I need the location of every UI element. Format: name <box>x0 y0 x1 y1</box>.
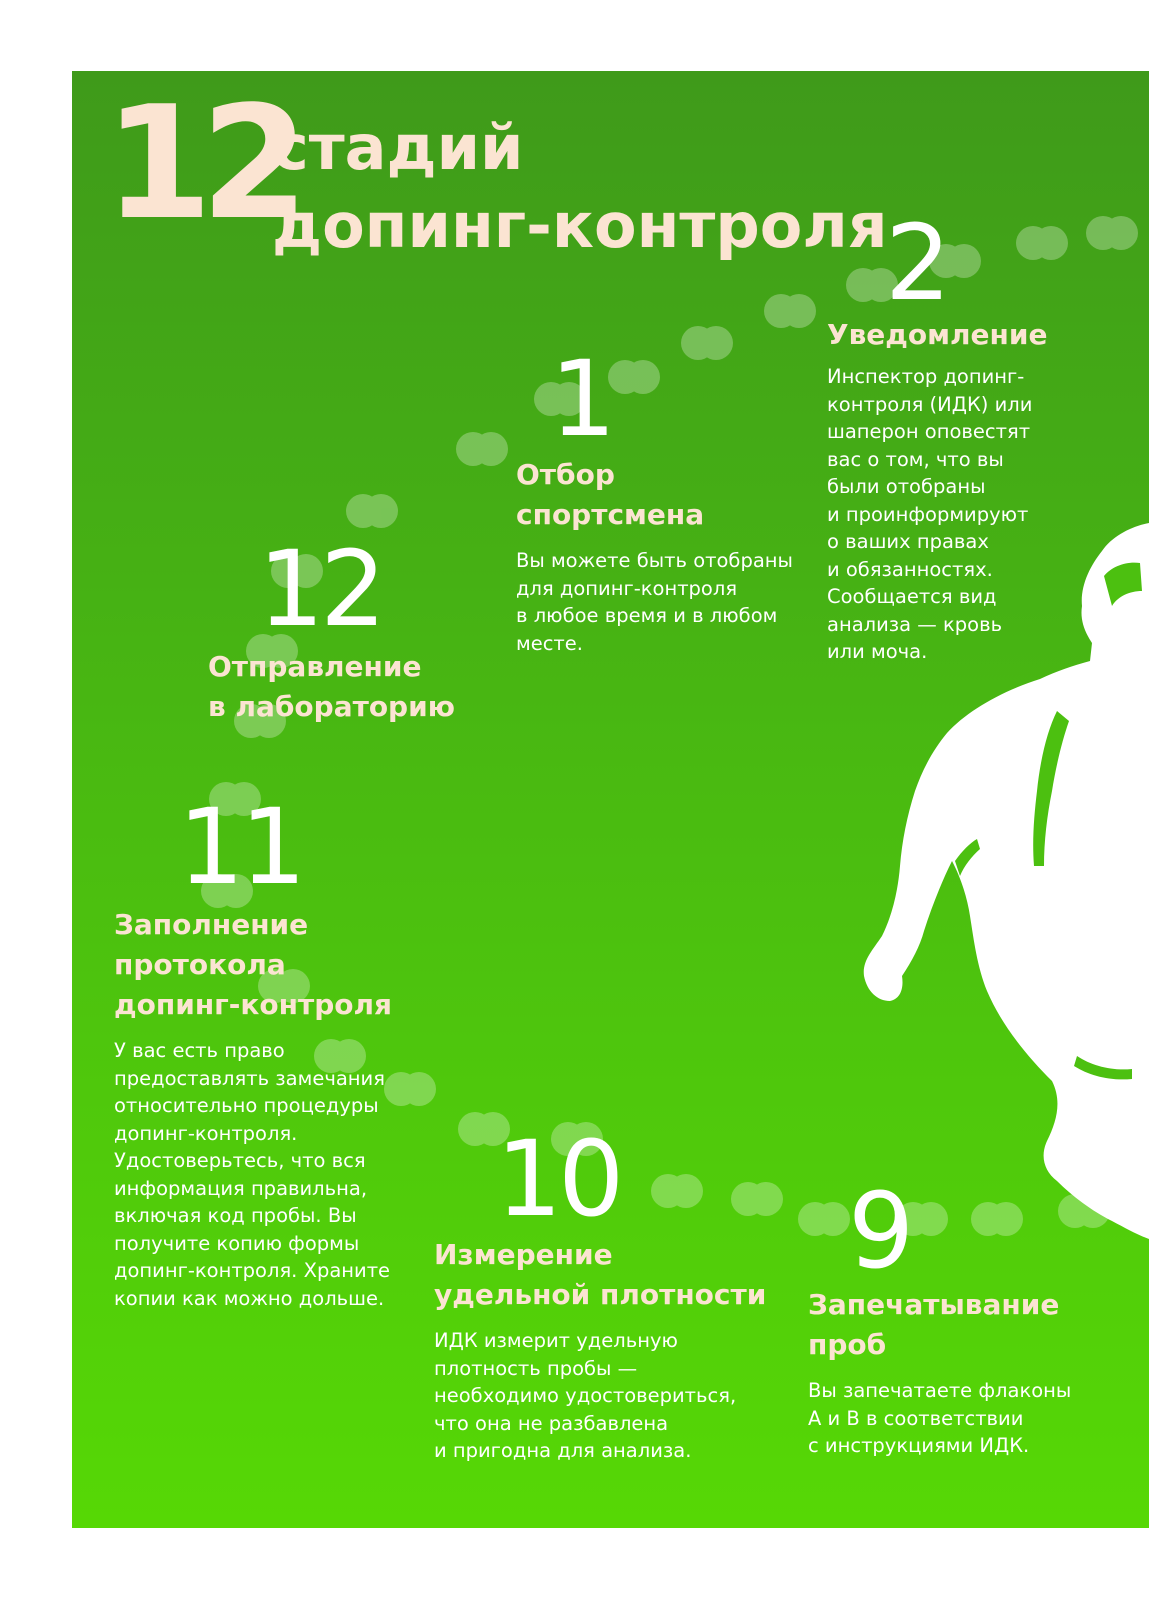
stage-2 <box>827 202 1048 666</box>
stage-title <box>434 1235 766 1315</box>
desc-line: Сообщается вид <box>827 585 997 608</box>
stage-10 <box>434 1118 767 1465</box>
desc-line: информация правильна, <box>114 1176 368 1200</box>
desc-line: плотность пробы — <box>434 1356 638 1380</box>
stage-12 <box>208 528 455 727</box>
desc-line: что она не разбавлена <box>434 1411 669 1435</box>
desc-line: включая код пробы. Вы <box>114 1204 357 1227</box>
desc-line: и пригодна для анализа. <box>434 1439 692 1462</box>
stage-title-line: проб <box>808 1328 887 1361</box>
desc-line: необходимо удостовериться, <box>434 1384 737 1407</box>
stage-9 <box>808 1170 1072 1460</box>
stage-title-line: Отправление <box>208 650 422 683</box>
title-line-1: стадий <box>272 111 524 184</box>
desc-line: копии как можно дольше. <box>114 1286 385 1310</box>
desc-line: получите копию формы <box>114 1231 360 1255</box>
stage-description <box>434 1327 766 1465</box>
stage-title-line: в лабораторию <box>208 690 455 723</box>
poster-panel <box>72 71 1149 1528</box>
stage-title-line: Запечатывание <box>808 1288 1060 1321</box>
stage-11 <box>114 786 392 1312</box>
desc-line: Инспектор допинг- <box>827 365 1025 388</box>
desc-line: ИДК измерит удельную <box>434 1329 678 1352</box>
stage-number: 2 <box>885 202 948 324</box>
desc-line: допинг-контроля. <box>114 1121 298 1145</box>
desc-line: о ваших правах <box>827 530 989 553</box>
title-number: 12 <box>104 72 298 254</box>
desc-line: вас о том, что вы <box>827 447 1004 471</box>
stage-description <box>808 1377 1071 1460</box>
desc-line: для допинг-контроля <box>516 576 738 600</box>
desc-line: У вас есть право <box>114 1039 285 1062</box>
stage-title <box>808 1285 1071 1365</box>
desc-line: А и В в соответствии <box>808 1406 1024 1430</box>
stage-title-line: Отбор <box>516 458 615 491</box>
desc-line: и проинформируют <box>827 502 1029 526</box>
title-line-2: допинг-контроля <box>272 189 888 262</box>
desc-line: контроля (ИДК) или <box>827 392 1033 416</box>
stage-number: 12 <box>258 528 383 650</box>
stage-title <box>114 905 392 1025</box>
stage-number: 10 <box>496 1118 621 1240</box>
desc-line: шаперон оповестят <box>827 420 1031 443</box>
desc-line: Удостоверьтесь, что вся <box>114 1149 366 1172</box>
desc-line: с инструкциями ИДК. <box>808 1434 1030 1457</box>
stage-title-line: Уведомление <box>827 318 1048 351</box>
desc-line: допинг-контроля. Храните <box>114 1259 391 1282</box>
stage-title <box>827 315 1048 355</box>
stage-description <box>114 1037 392 1312</box>
desc-line: Вы запечатаете флаконы <box>808 1379 1072 1402</box>
desc-line: и обязанностях. <box>827 557 993 581</box>
stage-title <box>516 455 793 535</box>
desc-line: анализа — кровь <box>827 612 1003 636</box>
stage-title-line: удельной плотности <box>434 1278 767 1311</box>
page-title <box>272 109 888 265</box>
stage-title <box>208 647 455 727</box>
stage-1 <box>516 338 793 657</box>
stage-description <box>827 363 1048 666</box>
stage-title-line: спортсмена <box>516 498 705 531</box>
stage-description <box>516 547 793 657</box>
stage-title-line: Измерение <box>434 1238 613 1271</box>
stage-number: 11 <box>178 786 303 908</box>
stage-title-line: протокола <box>114 948 286 981</box>
desc-line: предоставлять замечания <box>114 1066 385 1090</box>
desc-line: в любое время и в любом <box>516 604 778 627</box>
stage-title-line: допинг-контроля <box>114 988 392 1021</box>
stage-number: 1 <box>550 338 613 460</box>
desc-line: были отобраны <box>827 475 986 498</box>
desc-line: или моча. <box>827 640 928 663</box>
desc-line: месте. <box>516 631 583 655</box>
desc-line: Вы можете быть отобраны <box>516 549 793 572</box>
desc-line: относительно процедуры <box>114 1094 379 1117</box>
stage-title-line: Заполнение <box>114 908 309 941</box>
stage-number: 9 <box>848 1170 911 1292</box>
